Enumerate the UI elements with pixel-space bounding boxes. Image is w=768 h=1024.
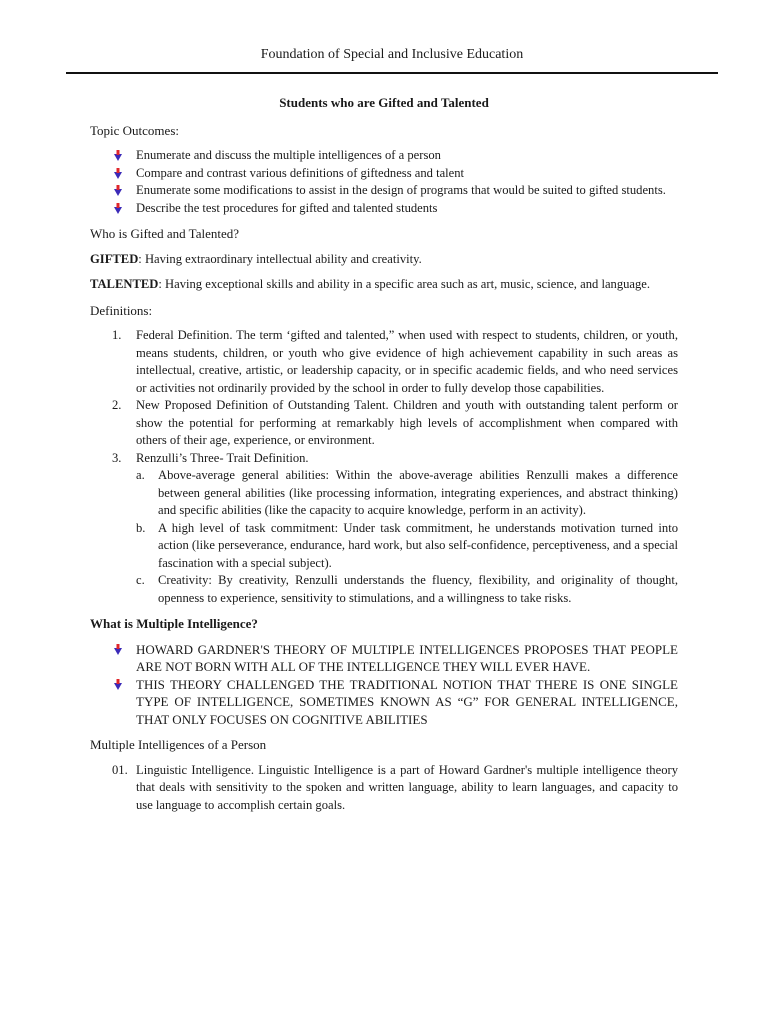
list-item: Enumerate some modifications to assist in the design of programs that would be suited to gifted students.: [90, 182, 678, 200]
list-item: Compare and contrast various definitions of giftedness and talent: [90, 165, 678, 183]
mi-person-list: [90, 762, 678, 815]
page-title: Students who are Gifted and Talented: [279, 95, 489, 110]
gifted-definition: GIFTED: Having extraordinary intellectual ability and creativity.: [90, 251, 422, 266]
topic-outcomes-heading: Topic Outcomes:: [90, 122, 179, 138]
arrow-down-bullet-icon: [112, 203, 124, 215]
header-divider: [66, 72, 718, 74]
list-item: 2. New Proposed Definition of Outstanding Talent. Children and youth with outstanding talent perform or show the potential for performing at remarkably high levels of accomplishment when compared with others of their age, experience, or environment.: [112, 398, 678, 447]
talented-term: TALENTED: [90, 277, 159, 291]
topic-outcomes-list: [90, 147, 678, 217]
multiple-intelligence-list: [90, 641, 678, 729]
list-item: THIS THEORY CHALLENGED THE TRADITIONAL NOTION THAT THERE IS ONE SINGLE TYPE OF INTELLIGENCE, SOMETIMES KNOWN AS “G” FOR GENERAL INTELLIGENCE, THAT ONLY FOCUSES ON COGNITIVE ABILITIES: [90, 676, 678, 729]
definitions-heading: Definitions:: [90, 302, 153, 318]
arrow-down-bullet-icon: [112, 185, 124, 197]
who-heading: Who is Gifted and Talented?: [90, 226, 240, 241]
renzulli-traits-list: [136, 467, 678, 607]
talented-definition: TALENTED: Having exceptional skills and ability in a specific area such as art, music, science, and language.: [90, 277, 651, 291]
list-item: 01. Linguistic Intelligence. Linguistic Intelligence is a part of Howard Gardner's multiple intelligence theory that deals with sensitivity to the spoken and written language, ability to learn languages, and capacity to use language to accomplish certain goals.: [112, 762, 678, 812]
list-item: b. A high level of task commitment: Under task commitment, he understands motivation turned into action (like perseverance, endurance, hard work, but also self-confidence, perceptiveness, and a special fascination with a special subject).: [136, 520, 678, 570]
mi-person-heading: Multiple Intelligences of a Person: [90, 737, 267, 752]
running-header: Foundation of Special and Inclusive Education: [260, 47, 524, 62]
list-item: Describe the test procedures for gifted and talented students: [90, 200, 678, 218]
list-item: Enumerate and discuss the multiple intelligences of a person: [90, 147, 678, 165]
list-item: HOWARD GARDNER'S THEORY OF MULTIPLE INTELLIGENCES PROPOSES THAT PEOPLE ARE NOT BORN WITH ALL OF THE INTELLIGENCE THEY WILL EVER HAVE.: [90, 641, 678, 676]
arrow-down-bullet-icon: [112, 150, 124, 162]
gifted-term: GIFTED: [90, 251, 139, 266]
list-item: a. Above-average general abilities: Within the above-average abilities Renzulli makes a difference between general abilities (like processing information, integrating experiences, and abstract thinking) and specific abilities (like the capacity to acquire knowledge, perform in an activity).: [136, 468, 678, 517]
arrow-down-bullet-icon: [112, 644, 124, 656]
list-item: 3. Renzulli’s Three- Trait Definition. a. Above-average general abilities: Within the above-average abilities Renzulli makes a difference between general abilities (like processing information, integrating experiences, and abstract thinking) and specific abilities (like the capacity to acquire knowledge, perform in an activity). b. A high level of task commitment: Under task commitment, he understands motivation turned into action (like perseverance, endurance, hard work, but also self-confidence, perceptiveness, and a special fascination with a special subject). c. Creativity: By creativity, Renzulli understands the fluency, flexibility, and originality of thought, openness to experience, sensitivity to stimulations, and a willingness to take risks.: [90, 450, 678, 608]
multiple-intelligence-heading: What is Multiple Intelligence?: [90, 616, 258, 631]
list-item: c. Creativity: By creativity, Renzulli understands the fluency, flexibility, and originality of thought, openness to experience, sensitivity to stimulations, and a willingness to take risks.: [136, 573, 678, 605]
definitions-list: [90, 327, 678, 607]
arrow-down-bullet-icon: [112, 168, 124, 180]
page-content: [90, 94, 678, 822]
list-item: 1. Federal Definition. The term ‘gifted and talented,” when used with respect to students, children, or youth, means students, children, or youth who give evidence of high achievement capability in such areas as intellectual, creative, artistic, or leadership capacity, or in specific academic fields, and who need services or activities not ordinarily provided by the school in order to fully develop those capabilities.: [112, 328, 678, 395]
arrow-down-bullet-icon: [112, 679, 124, 691]
